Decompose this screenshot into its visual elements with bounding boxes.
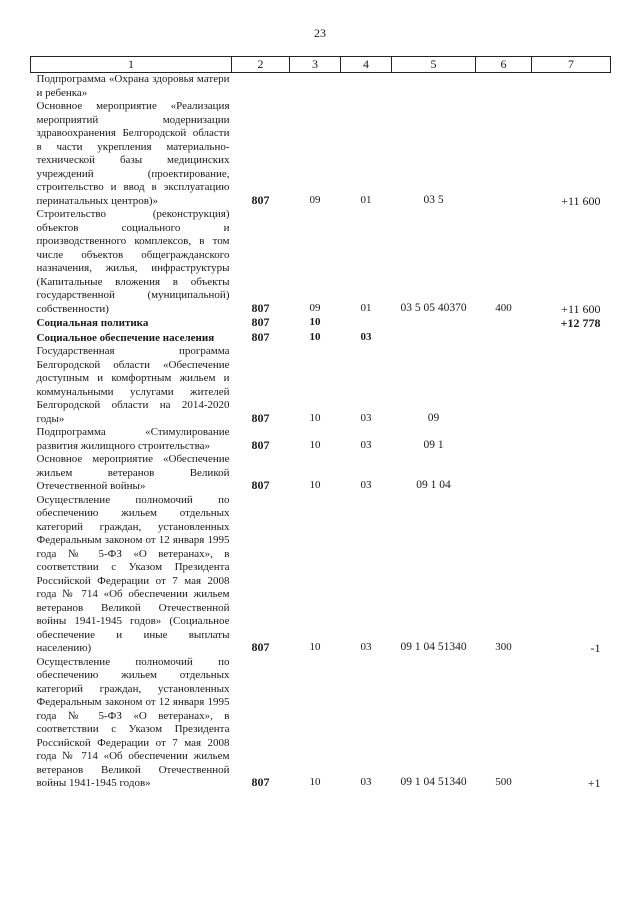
target-article-code	[392, 316, 476, 331]
row-title: Строительство (реконструкция) объектов социального и производственного комплексов, в том числе объектов общегражданского назначения, жилья, инфраструктуры (Капитальные вложения в объекты государственной (муниципальной) собственности)	[36, 208, 230, 315]
amount	[532, 73, 611, 101]
section-code: 10	[309, 438, 321, 451]
subsection-code: 03	[360, 411, 372, 424]
section-code: 10	[309, 330, 321, 343]
amount	[532, 453, 611, 494]
admin-code: 807	[251, 437, 270, 452]
admin-code: 807	[251, 478, 270, 492]
subsection-code: 03	[360, 438, 372, 451]
row-title: Подпрограмма «Охрана здоровья матери и ребенка»	[36, 73, 230, 99]
table-row	[31, 426, 611, 453]
target-article-code: 03 5 05 40370	[400, 301, 467, 314]
subsection-code: 01	[360, 193, 372, 206]
row-title: Осуществление полномочий по обеспечению жильем отдельных категорий граждан, установленных Федеральным законом от 12 января 1995 года № 5-ФЗ «О ветеранах», в соответствии с Указом Президента Российской Федерации от 7 мая 2008 года № 714 «Об обеспечении жильем ветеранов Великой Отечественной войны 1941-1945 годов»	[36, 655, 230, 789]
page-number: 23	[314, 26, 326, 40]
admin-code: 807	[251, 315, 270, 329]
row-title: Осуществление полномочий по обеспечению жильем отдельных категорий граждан, установленных Федеральным законом от 12 января 1995 года № 5-ФЗ «О ветеранах», в соответствии с Указом Президента Российской Федерации от 7 мая 2008 года № 714 «Об обеспечении жильем ветеранов Великой Отечественной войны 1941-1945 годов» (Социальное обеспечение и иные выплаты населению)	[36, 493, 230, 654]
section-code: 09	[309, 193, 321, 206]
column-header: 2	[232, 57, 290, 73]
expense-type-code	[476, 345, 532, 426]
subsection-code: 03	[360, 330, 372, 343]
admin-code: 807	[251, 192, 270, 207]
amount: +11 600	[561, 301, 601, 316]
subsection-code: 03	[360, 479, 372, 491]
admin-code: 807	[251, 300, 270, 315]
table-row	[31, 331, 611, 346]
expense-type-code	[476, 100, 532, 208]
section-code: 09	[309, 301, 321, 314]
table-row	[31, 494, 611, 656]
admin-code: 807	[251, 410, 270, 425]
section-code: 10	[309, 641, 321, 653]
subsection-code: 01	[360, 301, 372, 314]
amount	[532, 331, 611, 346]
section-code: 10	[309, 316, 321, 328]
row-title: Государственная программа Белгородской области «Обеспечение доступным и комфортным жильем и коммунальными услугами жителей Белгородской области на 2014-2020 годы»	[36, 345, 230, 425]
expense-type-code	[476, 426, 532, 453]
amount: +12 778	[560, 316, 601, 330]
table-row	[31, 453, 611, 494]
admin-code	[232, 73, 290, 101]
target-article-code	[392, 73, 476, 101]
column-header: 4	[341, 57, 392, 73]
row-title: Социальная политика	[36, 317, 149, 329]
table-row	[31, 100, 611, 208]
expense-type-code: 500	[495, 776, 512, 788]
subsection-code: 03	[360, 776, 372, 788]
amount	[532, 426, 611, 453]
column-header: 1	[31, 57, 232, 73]
expense-type-code	[476, 331, 532, 346]
expense-type-code	[476, 73, 532, 101]
subsection-code	[341, 316, 392, 331]
expense-type-code	[476, 453, 532, 494]
admin-code: 807	[251, 775, 270, 789]
target-article-code: 09 1 04 51340	[400, 641, 467, 653]
admin-code: 807	[251, 329, 270, 344]
target-article-code: 03 5	[423, 193, 444, 206]
table-header-row	[31, 57, 611, 73]
column-header: 7	[532, 57, 611, 73]
table-row	[31, 656, 611, 791]
row-title: Основное мероприятие «Обеспечение жильем ветеранов Великой Отечественной войны»	[36, 453, 230, 492]
section-code	[290, 73, 341, 101]
target-article-code	[392, 331, 476, 346]
row-title: Подпрограмма «Стимулирование развития жилищного строительства»	[36, 426, 230, 452]
expense-type-code	[476, 316, 532, 331]
expense-type-code: 400	[495, 301, 512, 314]
amount: +11 600	[561, 193, 601, 208]
column-header: 5	[392, 57, 476, 73]
section-code: 10	[309, 479, 321, 491]
row-title: Основное мероприятие «Реализация мероприятий модернизации здравоохранения Белгородской области в части укрепления материально-технической базы медицинских учреждений (проектирование, строительство и ввод в эксплуатацию перинатальных центров)»	[36, 100, 230, 207]
budget-table	[30, 56, 611, 791]
subsection-code	[341, 73, 392, 101]
row-title: Социальное обеспечение населения	[36, 331, 215, 344]
subsection-code: 03	[360, 641, 372, 653]
target-article-code: 09	[427, 411, 440, 424]
table-row	[31, 208, 611, 316]
amount	[532, 345, 611, 426]
section-code: 10	[309, 411, 321, 424]
column-header: 6	[476, 57, 532, 73]
target-article-code: 09 1 04	[416, 479, 451, 491]
amount: +1	[587, 776, 601, 790]
section-code: 10	[309, 776, 321, 788]
column-header: 3	[290, 57, 341, 73]
table-row	[31, 73, 611, 101]
target-article-code: 09 1 04 51340	[400, 776, 467, 788]
table-row	[31, 316, 611, 331]
amount: -1	[590, 641, 601, 655]
table-row	[31, 345, 611, 426]
target-article-code: 09 1	[423, 438, 444, 451]
admin-code: 807	[251, 640, 270, 654]
expense-type-code: 300	[495, 641, 512, 653]
